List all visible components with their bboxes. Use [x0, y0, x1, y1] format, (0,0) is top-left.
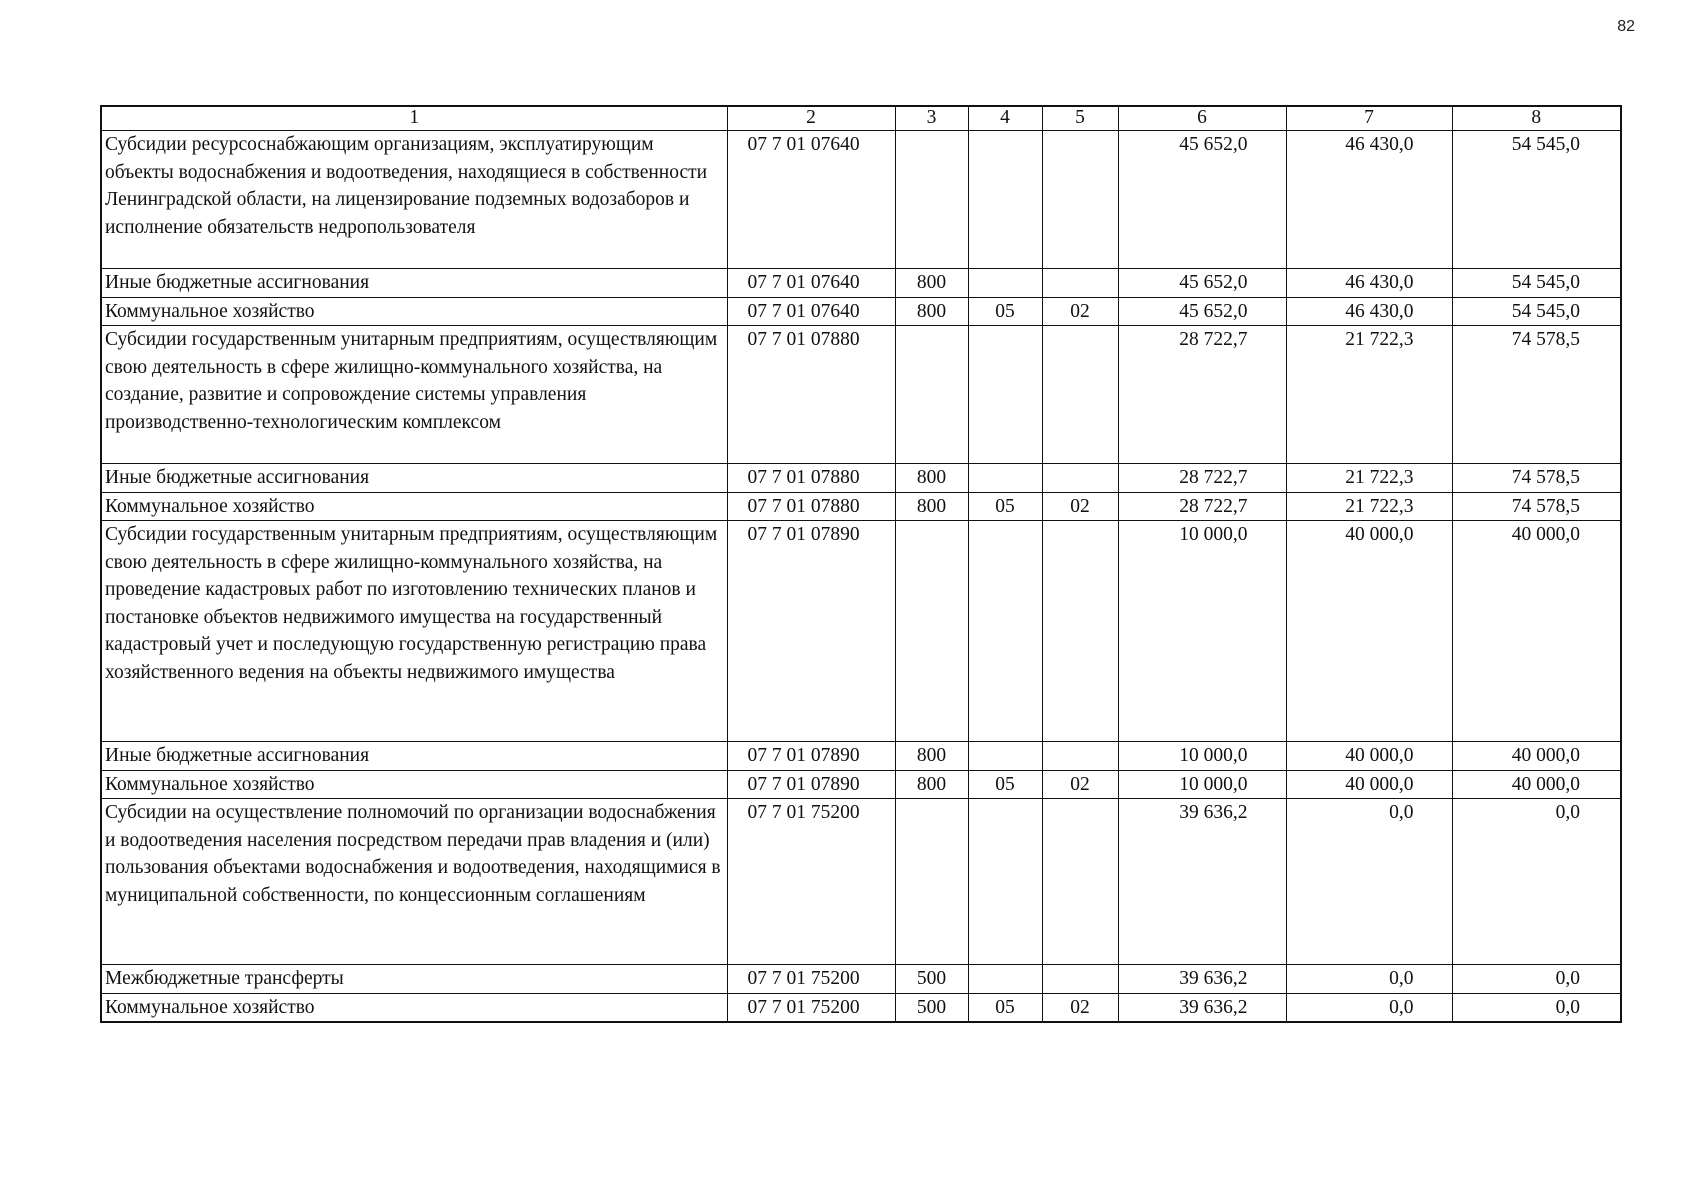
row-c5 [1042, 965, 1118, 994]
row-code: 07 7 01 07890 [727, 521, 895, 742]
row-name: Межбюджетные трансферты [101, 965, 727, 994]
column-header: 3 [895, 106, 968, 131]
row-c7: 46 430,0 [1286, 131, 1452, 269]
row-c6: 10 000,0 [1118, 742, 1286, 771]
row-c3: 800 [895, 269, 968, 298]
row-c7: 46 430,0 [1286, 269, 1452, 298]
row-code: 07 7 01 07890 [727, 742, 895, 771]
row-c8: 40 000,0 [1452, 742, 1621, 771]
row-c3: 800 [895, 464, 968, 493]
row-c6: 28 722,7 [1118, 464, 1286, 493]
row-c4: 05 [968, 297, 1042, 326]
row-c8: 40 000,0 [1452, 521, 1621, 742]
row-c8: 54 545,0 [1452, 131, 1621, 269]
row-c6: 10 000,0 [1118, 770, 1286, 799]
column-header: 8 [1452, 106, 1621, 131]
row-name: Иные бюджетные ассигнования [101, 464, 727, 493]
row-c3: 800 [895, 742, 968, 771]
row-c3 [895, 799, 968, 965]
row-c8: 54 545,0 [1452, 297, 1621, 326]
row-c4 [968, 464, 1042, 493]
table-row [101, 521, 1621, 742]
row-c5: 02 [1042, 297, 1118, 326]
table-row [101, 770, 1621, 799]
row-c8: 74 578,5 [1452, 326, 1621, 464]
row-c5 [1042, 131, 1118, 269]
row-c8: 54 545,0 [1452, 269, 1621, 298]
row-code: 07 7 01 07880 [727, 464, 895, 493]
row-code: 07 7 01 07640 [727, 131, 895, 269]
row-c7: 46 430,0 [1286, 297, 1452, 326]
row-code: 07 7 01 75200 [727, 799, 895, 965]
row-c5 [1042, 742, 1118, 771]
row-name: Субсидии ресурсоснабжающим организациям, эксплуатирующим объекты водоснабжения и водоотведения, находящиеся в собственности Ленинградской области, на лицензирование подземных водозаборов и исполнение обязательств недропользователя [101, 131, 727, 269]
row-c7: 40 000,0 [1286, 770, 1452, 799]
row-c3 [895, 326, 968, 464]
row-c4 [968, 799, 1042, 965]
row-c5: 02 [1042, 492, 1118, 521]
row-name: Субсидии государственным унитарным предприятиям, осуществляющим свою деятельность в сфере жилищно-коммунального хозяйства, на создание, развитие и сопровождение системы управления производственно-технологическим комплексом [101, 326, 727, 464]
row-name: Субсидии на осуществление полномочий по организации водоснабжения и водоотведения населения посредством передачи прав владения и (или) пользования объектами водоснабжения и водоотведения, находящимися в муниципальной собственности, по концессионным соглашениям [101, 799, 727, 965]
table-row [101, 269, 1621, 298]
table-row [101, 464, 1621, 493]
row-code: 07 7 01 75200 [727, 993, 895, 1022]
column-header: 2 [727, 106, 895, 131]
row-c8: 74 578,5 [1452, 464, 1621, 493]
row-c3: 800 [895, 492, 968, 521]
row-c7: 40 000,0 [1286, 742, 1452, 771]
row-c4 [968, 131, 1042, 269]
row-code: 07 7 01 07880 [727, 492, 895, 521]
row-code: 07 7 01 07880 [727, 326, 895, 464]
table-row [101, 965, 1621, 994]
row-c4: 05 [968, 770, 1042, 799]
column-header: 7 [1286, 106, 1452, 131]
row-c3 [895, 131, 968, 269]
row-c8: 0,0 [1452, 965, 1621, 994]
table-row [101, 993, 1621, 1022]
row-c8: 40 000,0 [1452, 770, 1621, 799]
row-c7: 0,0 [1286, 965, 1452, 994]
row-c4 [968, 269, 1042, 298]
row-c4: 05 [968, 993, 1042, 1022]
row-name: Иные бюджетные ассигнования [101, 742, 727, 771]
row-c5: 02 [1042, 993, 1118, 1022]
row-c4: 05 [968, 492, 1042, 521]
row-c7: 40 000,0 [1286, 521, 1452, 742]
row-c4 [968, 742, 1042, 771]
row-code: 07 7 01 07640 [727, 297, 895, 326]
row-c5: 02 [1042, 770, 1118, 799]
row-c4 [968, 521, 1042, 742]
row-c5 [1042, 799, 1118, 965]
row-c6: 45 652,0 [1118, 269, 1286, 298]
table-row [101, 297, 1621, 326]
row-c6: 28 722,7 [1118, 326, 1286, 464]
row-code: 07 7 01 75200 [727, 965, 895, 994]
row-c3: 800 [895, 770, 968, 799]
row-c8: 0,0 [1452, 799, 1621, 965]
row-name: Коммунальное хозяйство [101, 492, 727, 521]
row-c3: 500 [895, 965, 968, 994]
row-name: Коммунальное хозяйство [101, 297, 727, 326]
row-c7: 21 722,3 [1286, 492, 1452, 521]
row-c6: 39 636,2 [1118, 993, 1286, 1022]
row-name: Коммунальное хозяйство [101, 770, 727, 799]
row-code: 07 7 01 07640 [727, 269, 895, 298]
row-code: 07 7 01 07890 [727, 770, 895, 799]
row-c5 [1042, 464, 1118, 493]
column-header: 1 [101, 106, 727, 131]
row-name: Субсидии государственным унитарным предприятиям, осуществляющим свою деятельность в сфере жилищно-коммунального хозяйства, на проведение кадастровых работ по изготовлению технических планов и постановке объектов недвижимого имущества на государственный кадастровый учет и последующую государственную регистрацию права хозяйственного ведения на объекты недвижимого имущества [101, 521, 727, 742]
row-c3 [895, 521, 968, 742]
table-row [101, 799, 1621, 965]
row-c3: 800 [895, 297, 968, 326]
row-c8: 0,0 [1452, 993, 1621, 1022]
row-c7: 21 722,3 [1286, 464, 1452, 493]
row-c4 [968, 965, 1042, 994]
row-c7: 21 722,3 [1286, 326, 1452, 464]
row-c8: 74 578,5 [1452, 492, 1621, 521]
row-c4 [968, 326, 1042, 464]
table-row [101, 742, 1621, 771]
header-row [101, 106, 1621, 131]
row-c6: 39 636,2 [1118, 799, 1286, 965]
table-row [101, 131, 1621, 269]
table-row [101, 492, 1621, 521]
row-c7: 0,0 [1286, 799, 1452, 965]
column-header: 4 [968, 106, 1042, 131]
row-c6: 45 652,0 [1118, 131, 1286, 269]
row-c6: 10 000,0 [1118, 521, 1286, 742]
row-c5 [1042, 521, 1118, 742]
row-name: Иные бюджетные ассигнования [101, 269, 727, 298]
page-number: 82 [1617, 18, 1635, 35]
table-row [101, 326, 1621, 464]
budget-table [100, 105, 1622, 1023]
row-c3: 500 [895, 993, 968, 1022]
row-c6: 45 652,0 [1118, 297, 1286, 326]
column-header: 5 [1042, 106, 1118, 131]
row-name: Коммунальное хозяйство [101, 993, 727, 1022]
row-c6: 28 722,7 [1118, 492, 1286, 521]
column-header: 6 [1118, 106, 1286, 131]
row-c6: 39 636,2 [1118, 965, 1286, 994]
row-c5 [1042, 326, 1118, 464]
row-c5 [1042, 269, 1118, 298]
row-c7: 0,0 [1286, 993, 1452, 1022]
